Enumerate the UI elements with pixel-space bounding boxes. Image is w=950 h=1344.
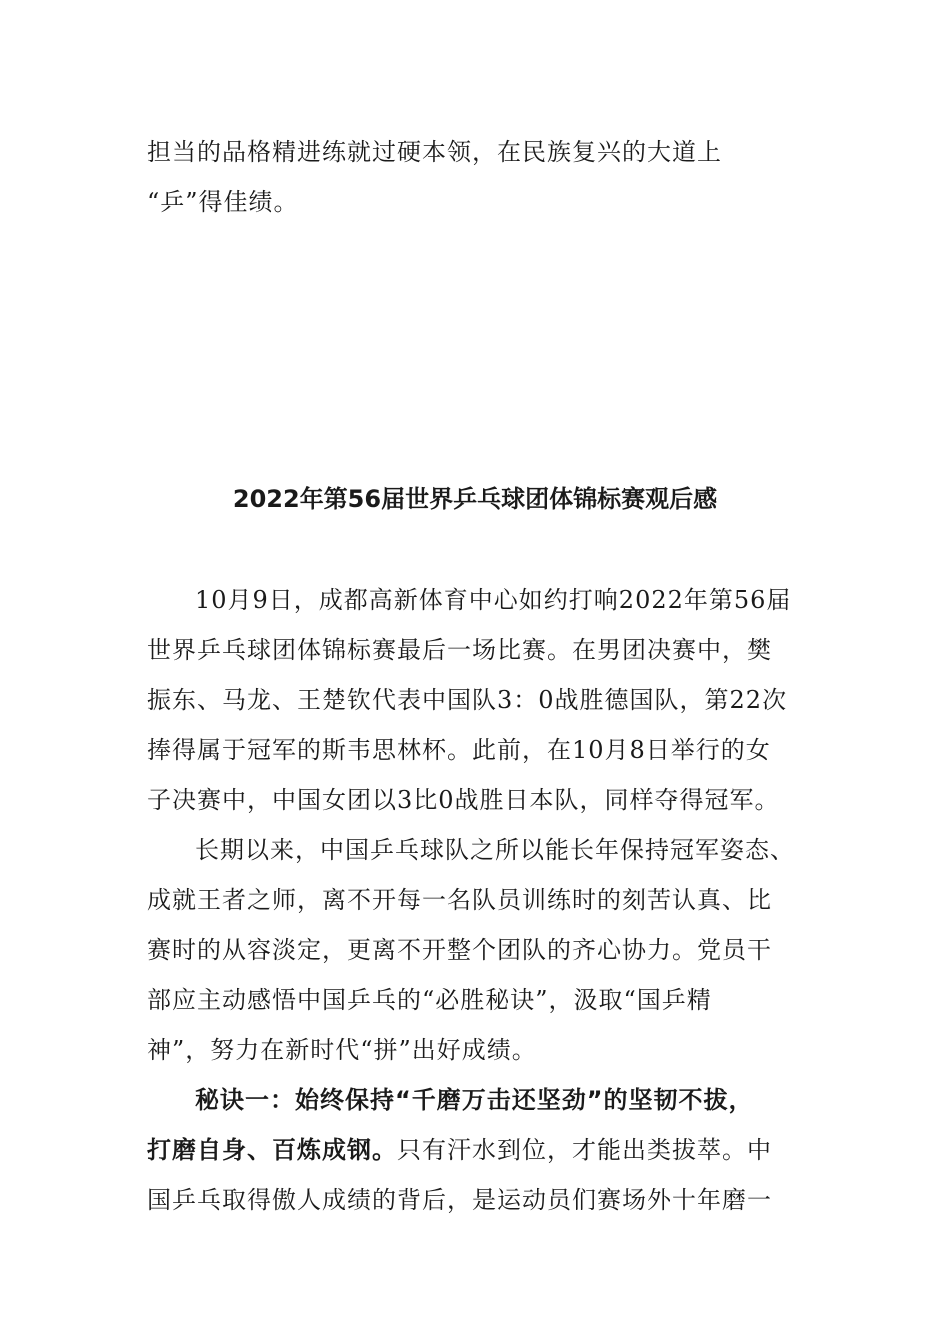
paragraph3-line-2 bbox=[147, 1134, 772, 1166]
paragraph1-line-1: 10月9日，成都高新体育中心如约打响2022年第56届 bbox=[195, 586, 792, 614]
paragraph3-bold-continuation: 打磨自身、百炼成钢。 bbox=[147, 1136, 397, 1164]
article-title: 2022年第56届世界乒乓球团体锦标赛观后感 bbox=[232, 485, 718, 513]
paragraph1-line-3: 振东、马龙、王楚钦代表中国队3：0战胜德国队，第22次 bbox=[147, 686, 788, 714]
paragraph2-line-5: 神”，努力在新时代“拼”出好成绩。 bbox=[147, 1036, 537, 1064]
paragraph3-line-3: 国乒乓取得傲人成绩的背后，是运动员们赛场外十年磨一 bbox=[147, 1186, 772, 1214]
paragraph2-line-3: 赛时的从容淡定，更离不开整个团队的齐心协力。党员干 bbox=[147, 936, 772, 964]
previous-section-line-1: 担当的品格精进练就过硬本领，在民族复兴的大道上 bbox=[147, 138, 722, 166]
paragraph3-line-2-text: 只有汗水到位，才能出类拔萃。中 bbox=[397, 1136, 772, 1164]
paragraph1-line-5: 子决赛中，中国女团以3比0战胜日本队，同样夺得冠军。 bbox=[147, 786, 780, 814]
paragraph2-line-2: 成就王者之师，离不开每一名队员训练时的刻苦认真、比 bbox=[147, 886, 772, 914]
paragraph1-line-2: 世界乒乓球团体锦标赛最后一场比赛。在男团决赛中，樊 bbox=[147, 636, 772, 664]
paragraph2-line-4: 部应主动感悟中国乒乓的“必胜秘诀”，汲取“国乒精 bbox=[147, 986, 712, 1014]
paragraph1-line-4: 捧得属于冠军的斯韦思林杯。此前，在10月8日举行的女 bbox=[147, 736, 771, 764]
paragraph3-bold-heading: 秘诀一：始终保持“千磨万击还坚劲”的坚韧不拔， bbox=[195, 1086, 754, 1114]
previous-section-line-2: “乒”得佳绩。 bbox=[147, 188, 299, 216]
paragraph2-line-1: 长期以来，中国乒乓球队之所以能长年保持冠军姿态、 bbox=[195, 836, 795, 864]
